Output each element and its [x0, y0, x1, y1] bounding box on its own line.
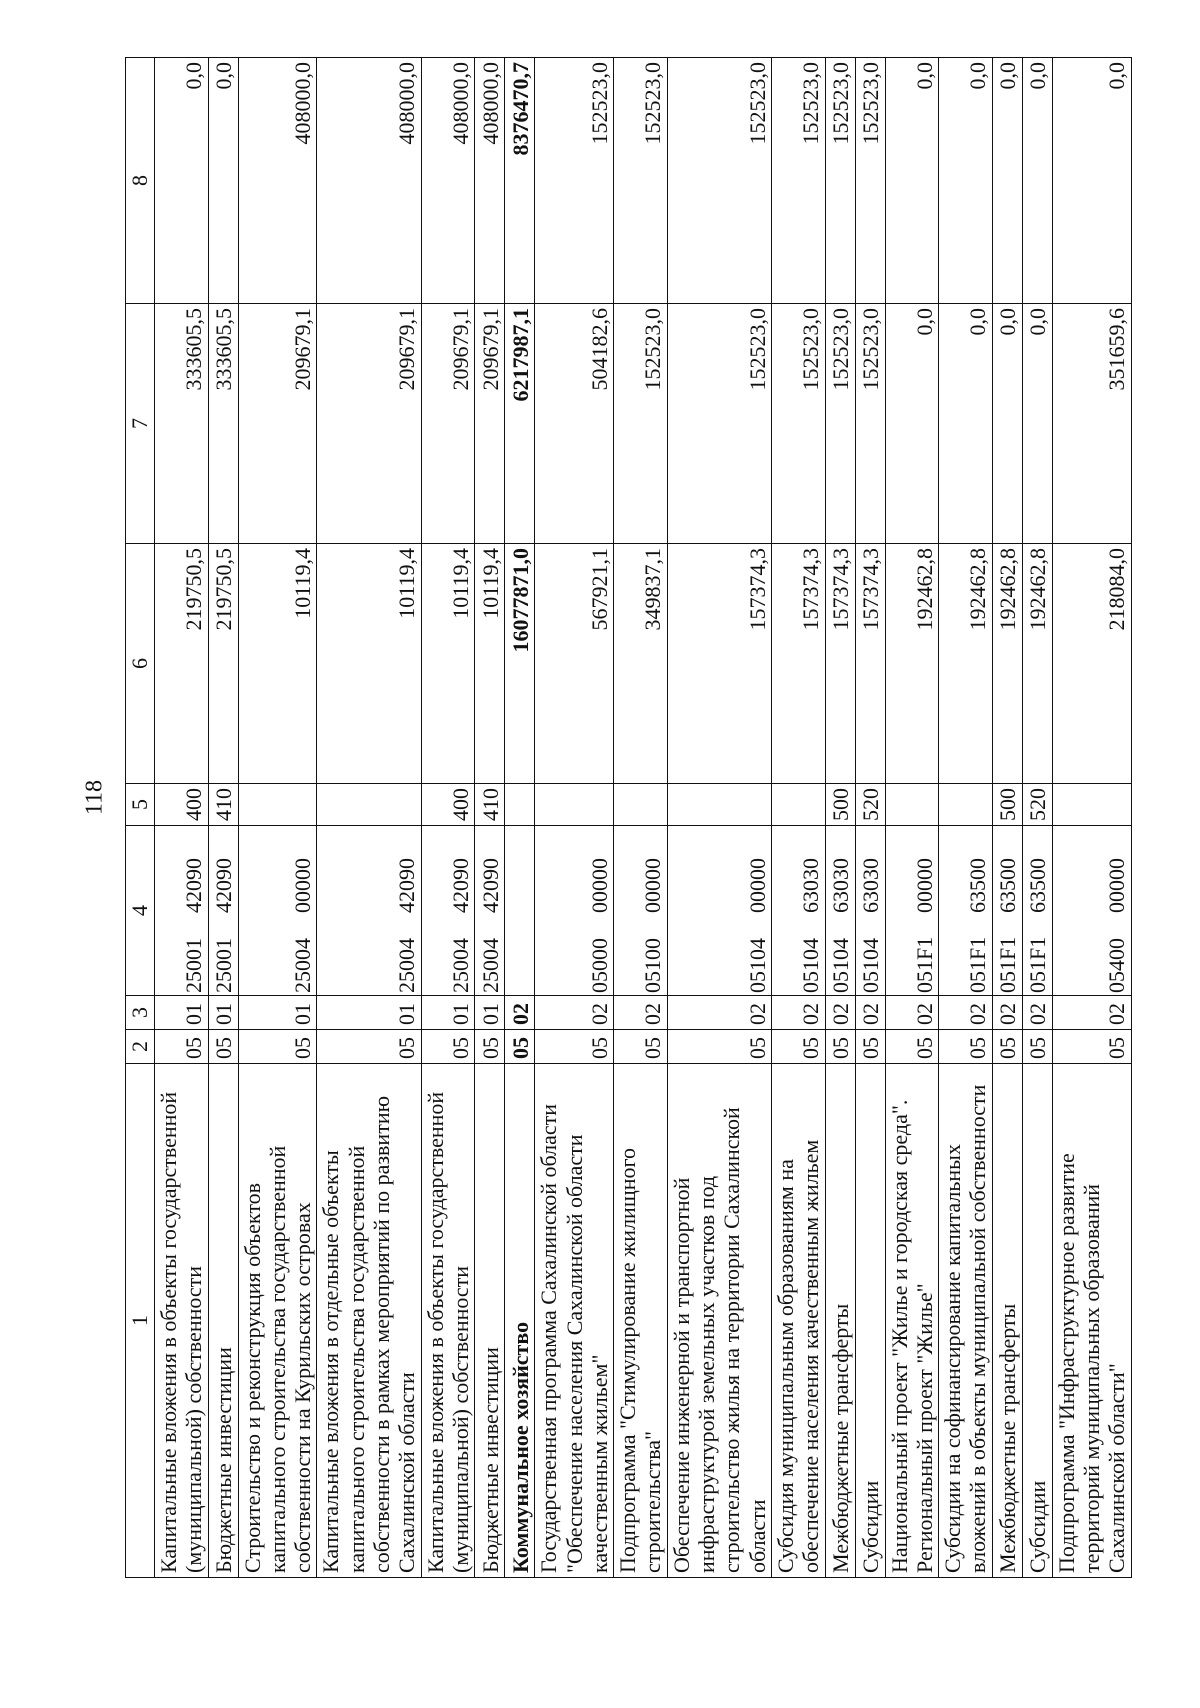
amount-col7-cell: 209679,1 [475, 304, 505, 544]
direction-code: 00000 [744, 858, 770, 913]
amount-col7-cell: 209679,1 [421, 304, 475, 544]
direction-code: 00000 [1104, 858, 1130, 913]
direction-code: 42090 [181, 858, 207, 913]
subsection-code-cell: 02 [855, 996, 885, 1030]
row-name-cell: Государственная программа Сахалинской области "Обеспечение населения Сахалинской области качественным жильем" [535, 1064, 614, 1578]
subsection-code-cell: 02 [1052, 996, 1131, 1030]
amount-col8-cell: 408000,0 [317, 58, 421, 304]
section-code-cell: 05 [771, 1030, 825, 1064]
column-header: 8 [126, 58, 155, 304]
expense-type-cell: 520 [855, 784, 885, 826]
subsection-code-cell: 02 [505, 996, 535, 1030]
column-header: 7 [126, 304, 155, 544]
amount-col8-cell: 152523,0 [667, 58, 771, 304]
amount-col8-cell: 152523,0 [825, 58, 855, 304]
direction-code: 42090 [211, 858, 237, 913]
subsection-code-cell: 02 [885, 996, 939, 1030]
column-header: 2 [126, 1030, 155, 1064]
column-header: 3 [126, 996, 155, 1030]
column-header: 5 [126, 784, 155, 826]
section-code-cell: 05 [238, 1030, 317, 1064]
direction-code: 42090 [477, 858, 503, 913]
target-article-cell [771, 826, 825, 996]
program-code: 25004 [477, 938, 503, 993]
amount-col6-cell: 219750,5 [155, 544, 209, 784]
amount-col8-cell: 408000,0 [238, 58, 317, 304]
program-code: 051F1 [1025, 936, 1051, 993]
table-row [505, 58, 535, 1578]
budget-table [125, 57, 1132, 1578]
subsection-code-cell: 02 [992, 996, 1022, 1030]
program-code: 05104 [858, 938, 884, 993]
expense-type-cell [614, 784, 668, 826]
amount-col8-cell: 0,0 [155, 58, 209, 304]
expense-type-cell: 400 [421, 784, 475, 826]
row-name-cell: Субсидии [1022, 1064, 1052, 1578]
table-row [421, 58, 475, 1578]
table-row [1022, 58, 1052, 1578]
table-row [939, 58, 993, 1578]
row-name-cell: Субсидия муниципальным образованиям на обеспечение населения качественным жильем [771, 1064, 825, 1578]
section-code-cell: 05 [208, 1030, 238, 1064]
direction-code: 63030 [828, 858, 854, 913]
amount-col8-cell: 0,0 [939, 58, 993, 304]
subsection-code-cell: 01 [421, 996, 475, 1030]
section-code-cell: 05 [992, 1030, 1022, 1064]
amount-col8-cell: 152523,0 [771, 58, 825, 304]
amount-col6-cell: 16077871,0 [505, 544, 535, 784]
column-header: 1 [126, 1064, 155, 1578]
row-name-cell: Обеспечение инженерной и транспортной инфраструктурой земельных участков под строительство жилья на территории Сахалинской области [667, 1064, 771, 1578]
section-code-cell: 05 [317, 1030, 421, 1064]
amount-col7-cell: 152523,0 [771, 304, 825, 544]
target-article-cell [505, 826, 535, 996]
amount-col6-cell: 349837,1 [614, 544, 668, 784]
expense-type-cell: 410 [208, 784, 238, 826]
amount-col8-cell: 0,0 [885, 58, 939, 304]
expense-type-cell [885, 784, 939, 826]
table-row [992, 58, 1022, 1578]
amount-col8-cell: 0,0 [1022, 58, 1052, 304]
row-name-cell: Субсидии [855, 1064, 885, 1578]
subsection-code-cell: 02 [1022, 996, 1052, 1030]
expense-type-cell [1052, 784, 1131, 826]
section-code-cell: 05 [825, 1030, 855, 1064]
program-code: 25004 [290, 938, 316, 993]
amount-col6-cell: 157374,3 [855, 544, 885, 784]
amount-col7-cell: 504182,6 [535, 304, 614, 544]
table-row [1052, 58, 1131, 1578]
table-row [208, 58, 238, 1578]
subsection-code-cell: 02 [825, 996, 855, 1030]
amount-col8-cell: 408000,0 [421, 58, 475, 304]
expense-type-cell [535, 784, 614, 826]
expense-type-cell [238, 784, 317, 826]
expense-type-cell [939, 784, 993, 826]
expense-type-cell: 410 [475, 784, 505, 826]
amount-col6-cell: 218084,0 [1052, 544, 1131, 784]
target-article-cell [939, 826, 993, 996]
table-row [667, 58, 771, 1578]
amount-col6-cell: 192462,8 [992, 544, 1022, 784]
amount-col7-cell: 0,0 [939, 304, 993, 544]
row-name-cell: Капитальные вложения в отдельные объекты капитального строительства государственной собственности в рамках мероприятий по развитию Сахалинской области [317, 1064, 421, 1578]
target-article-cell [1022, 826, 1052, 996]
section-code-cell: 05 [155, 1030, 209, 1064]
target-article-cell [667, 826, 771, 996]
target-article-cell [1052, 826, 1131, 996]
table-row [771, 58, 825, 1578]
program-code: 25001 [181, 938, 207, 993]
table-body [155, 58, 1132, 1578]
target-article-cell [475, 826, 505, 996]
target-article-cell [614, 826, 668, 996]
program-code: 05104 [744, 938, 770, 993]
table-header-row [126, 58, 155, 1578]
table-row [614, 58, 668, 1578]
direction-code: 63500 [995, 858, 1021, 913]
amount-col8-cell: 152523,0 [855, 58, 885, 304]
table-viewport [125, 58, 1130, 1578]
direction-code: 00000 [586, 858, 612, 913]
column-header: 6 [126, 544, 155, 784]
amount-col6-cell: 192462,8 [1022, 544, 1052, 784]
row-name-cell: Субсидии на софинансирование капитальных вложений в объекты муниципальной собственности [939, 1064, 993, 1578]
direction-code: 00000 [640, 858, 666, 913]
target-article-cell [885, 826, 939, 996]
table-row [855, 58, 885, 1578]
row-name-cell: Капитальные вложения в объекты государственной (муниципальной) собственности [155, 1064, 209, 1578]
amount-col7-cell: 152523,0 [667, 304, 771, 544]
table-row [238, 58, 317, 1578]
section-code-cell: 05 [855, 1030, 885, 1064]
amount-col7-cell: 209679,1 [238, 304, 317, 544]
amount-col7-cell: 333605,5 [155, 304, 209, 544]
amount-col8-cell: 0,0 [208, 58, 238, 304]
subsection-code-cell: 01 [475, 996, 505, 1030]
row-name-cell: Межбюджетные трансферты [992, 1064, 1022, 1578]
amount-col7-cell: 333605,5 [208, 304, 238, 544]
expense-type-cell: 400 [155, 784, 209, 826]
row-name-cell: Капитальные вложения в объекты государственной (муниципальной) собственности [421, 1064, 475, 1578]
subsection-code-cell: 02 [667, 996, 771, 1030]
target-article-cell [155, 826, 209, 996]
program-code: 25001 [211, 938, 237, 993]
amount-col6-cell: 157374,3 [771, 544, 825, 784]
row-name-cell: Подпрограмма "Инфраструктурное развитие территорий муниципальных образований Сахалинской области" [1052, 1064, 1131, 1578]
subsection-code-cell: 01 [208, 996, 238, 1030]
program-code: 051F1 [911, 936, 937, 993]
amount-col8-cell: 152523,0 [535, 58, 614, 304]
program-code: 05104 [798, 938, 824, 993]
amount-col7-cell: 0,0 [992, 304, 1022, 544]
amount-col7-cell: 0,0 [885, 304, 939, 544]
target-article-cell [855, 826, 885, 996]
section-code-cell: 05 [1052, 1030, 1131, 1064]
subsection-code-cell: 01 [155, 996, 209, 1030]
row-name-cell: Бюджетные инвестиции [208, 1064, 238, 1578]
expense-type-cell: 500 [825, 784, 855, 826]
direction-code: 00000 [911, 858, 937, 913]
amount-col8-cell: 0,0 [992, 58, 1022, 304]
section-code-cell: 05 [421, 1030, 475, 1064]
expense-type-cell [317, 784, 421, 826]
expense-type-cell [771, 784, 825, 826]
section-code-cell: 05 [939, 1030, 993, 1064]
amount-col6-cell: 567921,1 [535, 544, 614, 784]
amount-col7-cell: 152523,0 [614, 304, 668, 544]
page-number: 118 [81, 779, 108, 816]
direction-code: 42090 [447, 858, 473, 913]
program-code: 25004 [447, 938, 473, 993]
row-name-cell: Коммунальное хозяйство [505, 1064, 535, 1578]
amount-col7-cell: 152523,0 [855, 304, 885, 544]
subsection-code-cell: 02 [535, 996, 614, 1030]
subsection-code-cell: 02 [939, 996, 993, 1030]
table-row [535, 58, 614, 1578]
row-name-cell: Подпрограмма "Стимулирование жилищного строительства" [614, 1064, 668, 1578]
program-code: 05100 [640, 938, 666, 993]
program-code: 051F1 [965, 936, 991, 993]
column-header: 4 [126, 826, 155, 996]
amount-col8-cell: 8376470,7 [505, 58, 535, 304]
table-row [475, 58, 505, 1578]
table-row [155, 58, 209, 1578]
program-code: 05400 [1104, 938, 1130, 993]
expense-type-cell [667, 784, 771, 826]
amount-col6-cell: 10119,4 [421, 544, 475, 784]
program-code: 25004 [394, 938, 420, 993]
expense-type-cell: 500 [992, 784, 1022, 826]
subsection-code-cell: 01 [317, 996, 421, 1030]
amount-col7-cell: 0,0 [1022, 304, 1052, 544]
amount-col6-cell: 219750,5 [208, 544, 238, 784]
program-code: 051F1 [995, 936, 1021, 993]
section-code-cell: 05 [505, 1030, 535, 1064]
program-code: 05000 [586, 938, 612, 993]
target-article-cell [535, 826, 614, 996]
direction-code: 42090 [394, 858, 420, 913]
subsection-code-cell: 02 [771, 996, 825, 1030]
section-code-cell: 05 [667, 1030, 771, 1064]
section-code-cell: 05 [1022, 1030, 1052, 1064]
amount-col7-cell: 6217987,1 [505, 304, 535, 544]
amount-col8-cell: 152523,0 [614, 58, 668, 304]
target-article-cell [238, 826, 317, 996]
amount-col6-cell: 192462,8 [885, 544, 939, 784]
budget-table-container [125, 58, 1130, 1578]
direction-code: 63030 [798, 858, 824, 913]
amount-col7-cell: 209679,1 [317, 304, 421, 544]
section-code-cell: 05 [885, 1030, 939, 1064]
target-article-cell [208, 826, 238, 996]
direction-code: 63500 [1025, 858, 1051, 913]
expense-type-cell [505, 784, 535, 826]
amount-col6-cell: 157374,3 [825, 544, 855, 784]
amount-col8-cell: 408000,0 [475, 58, 505, 304]
direction-code: 00000 [290, 858, 316, 913]
direction-code: 63030 [858, 858, 884, 913]
target-article-cell [825, 826, 855, 996]
amount-col6-cell: 10119,4 [238, 544, 317, 784]
amount-col6-cell: 157374,3 [667, 544, 771, 784]
subsection-code-cell: 01 [238, 996, 317, 1030]
target-article-cell [992, 826, 1022, 996]
table-row [825, 58, 855, 1578]
section-code-cell: 05 [535, 1030, 614, 1064]
row-name-cell: Национальный проект "Жилье и городская среда". Региональный проект "Жилье" [885, 1064, 939, 1578]
subsection-code-cell: 02 [614, 996, 668, 1030]
amount-col6-cell: 10119,4 [317, 544, 421, 784]
target-article-cell [421, 826, 475, 996]
program-code: 05104 [828, 938, 854, 993]
table-row [885, 58, 939, 1578]
amount-col6-cell: 10119,4 [475, 544, 505, 784]
direction-code: 63500 [965, 858, 991, 913]
row-name-cell: Строительство и реконструкция объектов капитального строительства государственной собственности на Курильских островах [238, 1064, 317, 1578]
amount-col7-cell: 351659,6 [1052, 304, 1131, 544]
amount-col6-cell: 192462,8 [939, 544, 993, 784]
row-name-cell: Межбюджетные трансферты [825, 1064, 855, 1578]
target-article-cell [317, 826, 421, 996]
section-code-cell: 05 [614, 1030, 668, 1064]
amount-col8-cell: 0,0 [1052, 58, 1131, 304]
expense-type-cell: 520 [1022, 784, 1052, 826]
amount-col7-cell: 152523,0 [825, 304, 855, 544]
row-name-cell: Бюджетные инвестиции [475, 1064, 505, 1578]
section-code-cell: 05 [475, 1030, 505, 1064]
table-row [317, 58, 421, 1578]
